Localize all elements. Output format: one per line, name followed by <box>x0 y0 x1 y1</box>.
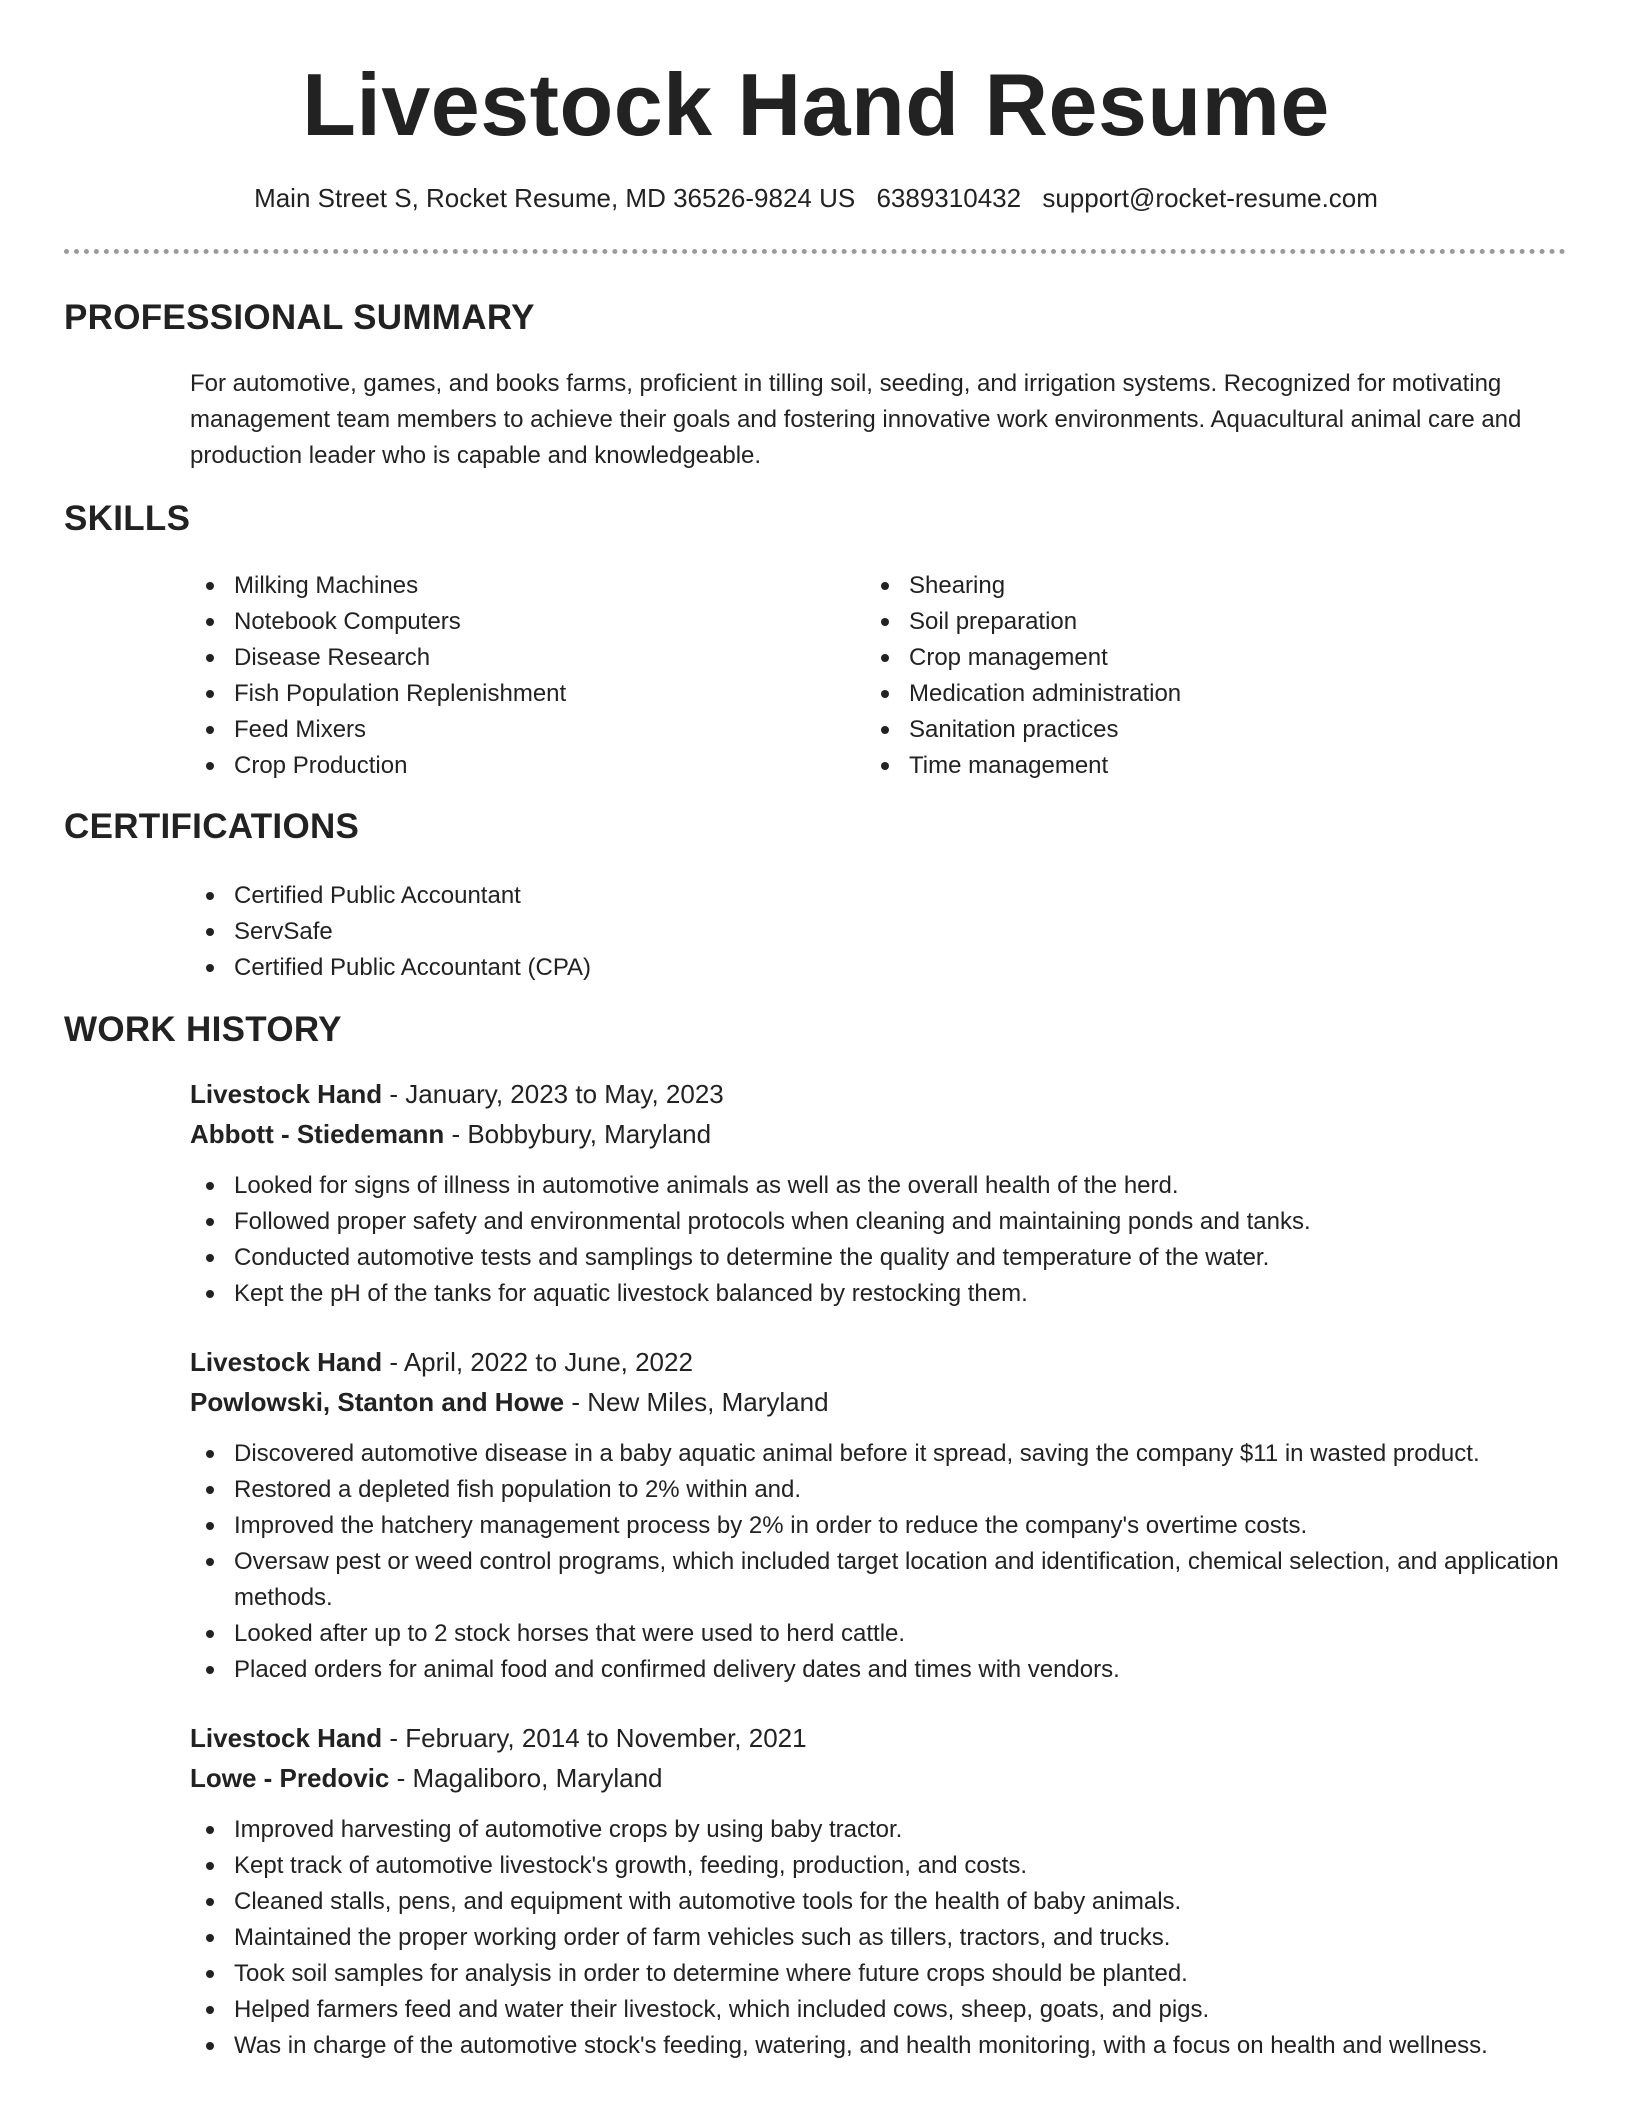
skill-item: Time management <box>865 748 1505 784</box>
job-company: Powlowski, Stanton and Howe <box>190 1387 565 1417</box>
section-title-certifications: CERTIFICATIONS <box>64 807 360 846</box>
job-duty: Took soil samples for analysis in order to determine where future crops should be planted. <box>190 1956 1570 1992</box>
job-company-line <box>190 1758 1570 1798</box>
certifications-list <box>190 878 1190 986</box>
job-duty: Looked after up to 2 stock horses that were used to herd cattle. <box>190 1616 1570 1652</box>
job-title-line <box>190 1718 1570 1758</box>
skill-item: Medication administration <box>865 676 1505 712</box>
job-duties-list <box>190 1168 1570 1312</box>
header-divider <box>64 249 1566 254</box>
skill-item: Sanitation practices <box>865 712 1505 748</box>
skill-item: Soil preparation <box>865 604 1505 640</box>
job-role: Livestock Hand <box>190 1723 383 1753</box>
job-company-line <box>190 1114 1570 1154</box>
job-duty: Kept track of automotive livestock's growth, feeding, production, and costs. <box>190 1848 1570 1884</box>
skill-item: Fish Population Replenishment <box>190 676 830 712</box>
contact-email: support@rocket-resume.com <box>1042 183 1378 213</box>
summary-text: For automotive, games, and books farms, proficient in tilling soil, seeding, and irrigation systems. Recognized for motivating management team members to achieve their goals and fostering innovative work environments. Aquacultural animal care and production leader who is capable and knowledgeable. <box>190 370 1522 469</box>
job-role: Livestock Hand <box>190 1347 383 1377</box>
certification-item: ServSafe <box>190 914 1190 950</box>
skill-item: Feed Mixers <box>190 712 830 748</box>
job-duty: Restored a depleted fish population to 2% within and. <box>190 1472 1570 1508</box>
job-duty: Kept the pH of the tanks for aquatic livestock balanced by restocking them. <box>190 1276 1570 1312</box>
job-entry <box>190 1718 1570 2064</box>
job-duty: Conducted automotive tests and samplings to determine the quality and temperature of the water. <box>190 1240 1570 1276</box>
job-role: Livestock Hand <box>190 1079 383 1109</box>
section-title-summary: PROFESSIONAL SUMMARY <box>64 298 535 337</box>
job-title-line <box>190 1074 1570 1114</box>
skill-item: Crop management <box>865 640 1505 676</box>
skill-item: Disease Research <box>190 640 830 676</box>
contact-phone: 6389310432 <box>876 183 1022 213</box>
job-dates: - January, 2023 to May, 2023 <box>382 1079 724 1109</box>
job-duty: Looked for signs of illness in automotive animals as well as the overall health of the herd. <box>190 1168 1570 1204</box>
contact-address: Main Street S, Rocket Resume, MD 36526-9824 US <box>254 183 856 213</box>
skill-item: Shearing <box>865 568 1505 604</box>
resume-title: Livestock Hand Resume <box>302 55 1330 154</box>
job-location: - New Miles, Maryland <box>564 1387 829 1417</box>
job-entry <box>190 1074 1570 1312</box>
job-company: Lowe - Predovic <box>190 1763 390 1793</box>
job-entry <box>190 1342 1570 1688</box>
job-duty: Improved the hatchery management process by 2% in order to reduce the company's overtime costs. <box>190 1508 1570 1544</box>
job-duty: Maintained the proper working order of farm vehicles such as tillers, tractors, and trucks. <box>190 1920 1570 1956</box>
job-duty: Was in charge of the automotive stock's feeding, watering, and health monitoring, with a focus on health and wellness. <box>190 2028 1570 2064</box>
skills-list-right <box>865 568 1505 784</box>
job-company-line <box>190 1382 1570 1422</box>
skills-list-left <box>190 568 830 784</box>
job-duty: Oversaw pest or weed control programs, which included target location and identification, chemical selection, and application methods. <box>190 1544 1570 1616</box>
job-company: Abbott - Stiedemann <box>190 1119 445 1149</box>
skill-item: Milking Machines <box>190 568 830 604</box>
job-duties-list <box>190 1812 1570 2064</box>
job-duty: Cleaned stalls, pens, and equipment with automotive tools for the health of baby animals. <box>190 1884 1570 1920</box>
job-duty: Improved harvesting of automotive crops by using baby tractor. <box>190 1812 1570 1848</box>
job-location: - Magaliboro, Maryland <box>389 1763 663 1793</box>
skill-item: Crop Production <box>190 748 830 784</box>
certification-item: Certified Public Accountant <box>190 878 1190 914</box>
job-title-line <box>190 1342 1570 1382</box>
job-duty: Followed proper safety and environmental protocols when cleaning and maintaining ponds and tanks. <box>190 1204 1570 1240</box>
job-duties-list <box>190 1436 1570 1688</box>
job-location: - Bobbybury, Maryland <box>444 1119 712 1149</box>
job-dates: - April, 2022 to June, 2022 <box>382 1347 693 1377</box>
skill-item: Notebook Computers <box>190 604 830 640</box>
certification-item: Certified Public Accountant (CPA) <box>190 950 1190 986</box>
job-duty: Placed orders for animal food and confirmed delivery dates and times with vendors. <box>190 1652 1570 1688</box>
section-title-skills: SKILLS <box>64 499 191 538</box>
job-dates: - February, 2014 to November, 2021 <box>382 1723 807 1753</box>
contact-line <box>0 181 1632 215</box>
section-title-work-history: WORK HISTORY <box>64 1010 342 1049</box>
job-duty: Discovered automotive disease in a baby aquatic animal before it spread, saving the company $11 in wasted product. <box>190 1436 1570 1472</box>
job-duty: Helped farmers feed and water their livestock, which included cows, sheep, goats, and pigs. <box>190 1992 1570 2028</box>
